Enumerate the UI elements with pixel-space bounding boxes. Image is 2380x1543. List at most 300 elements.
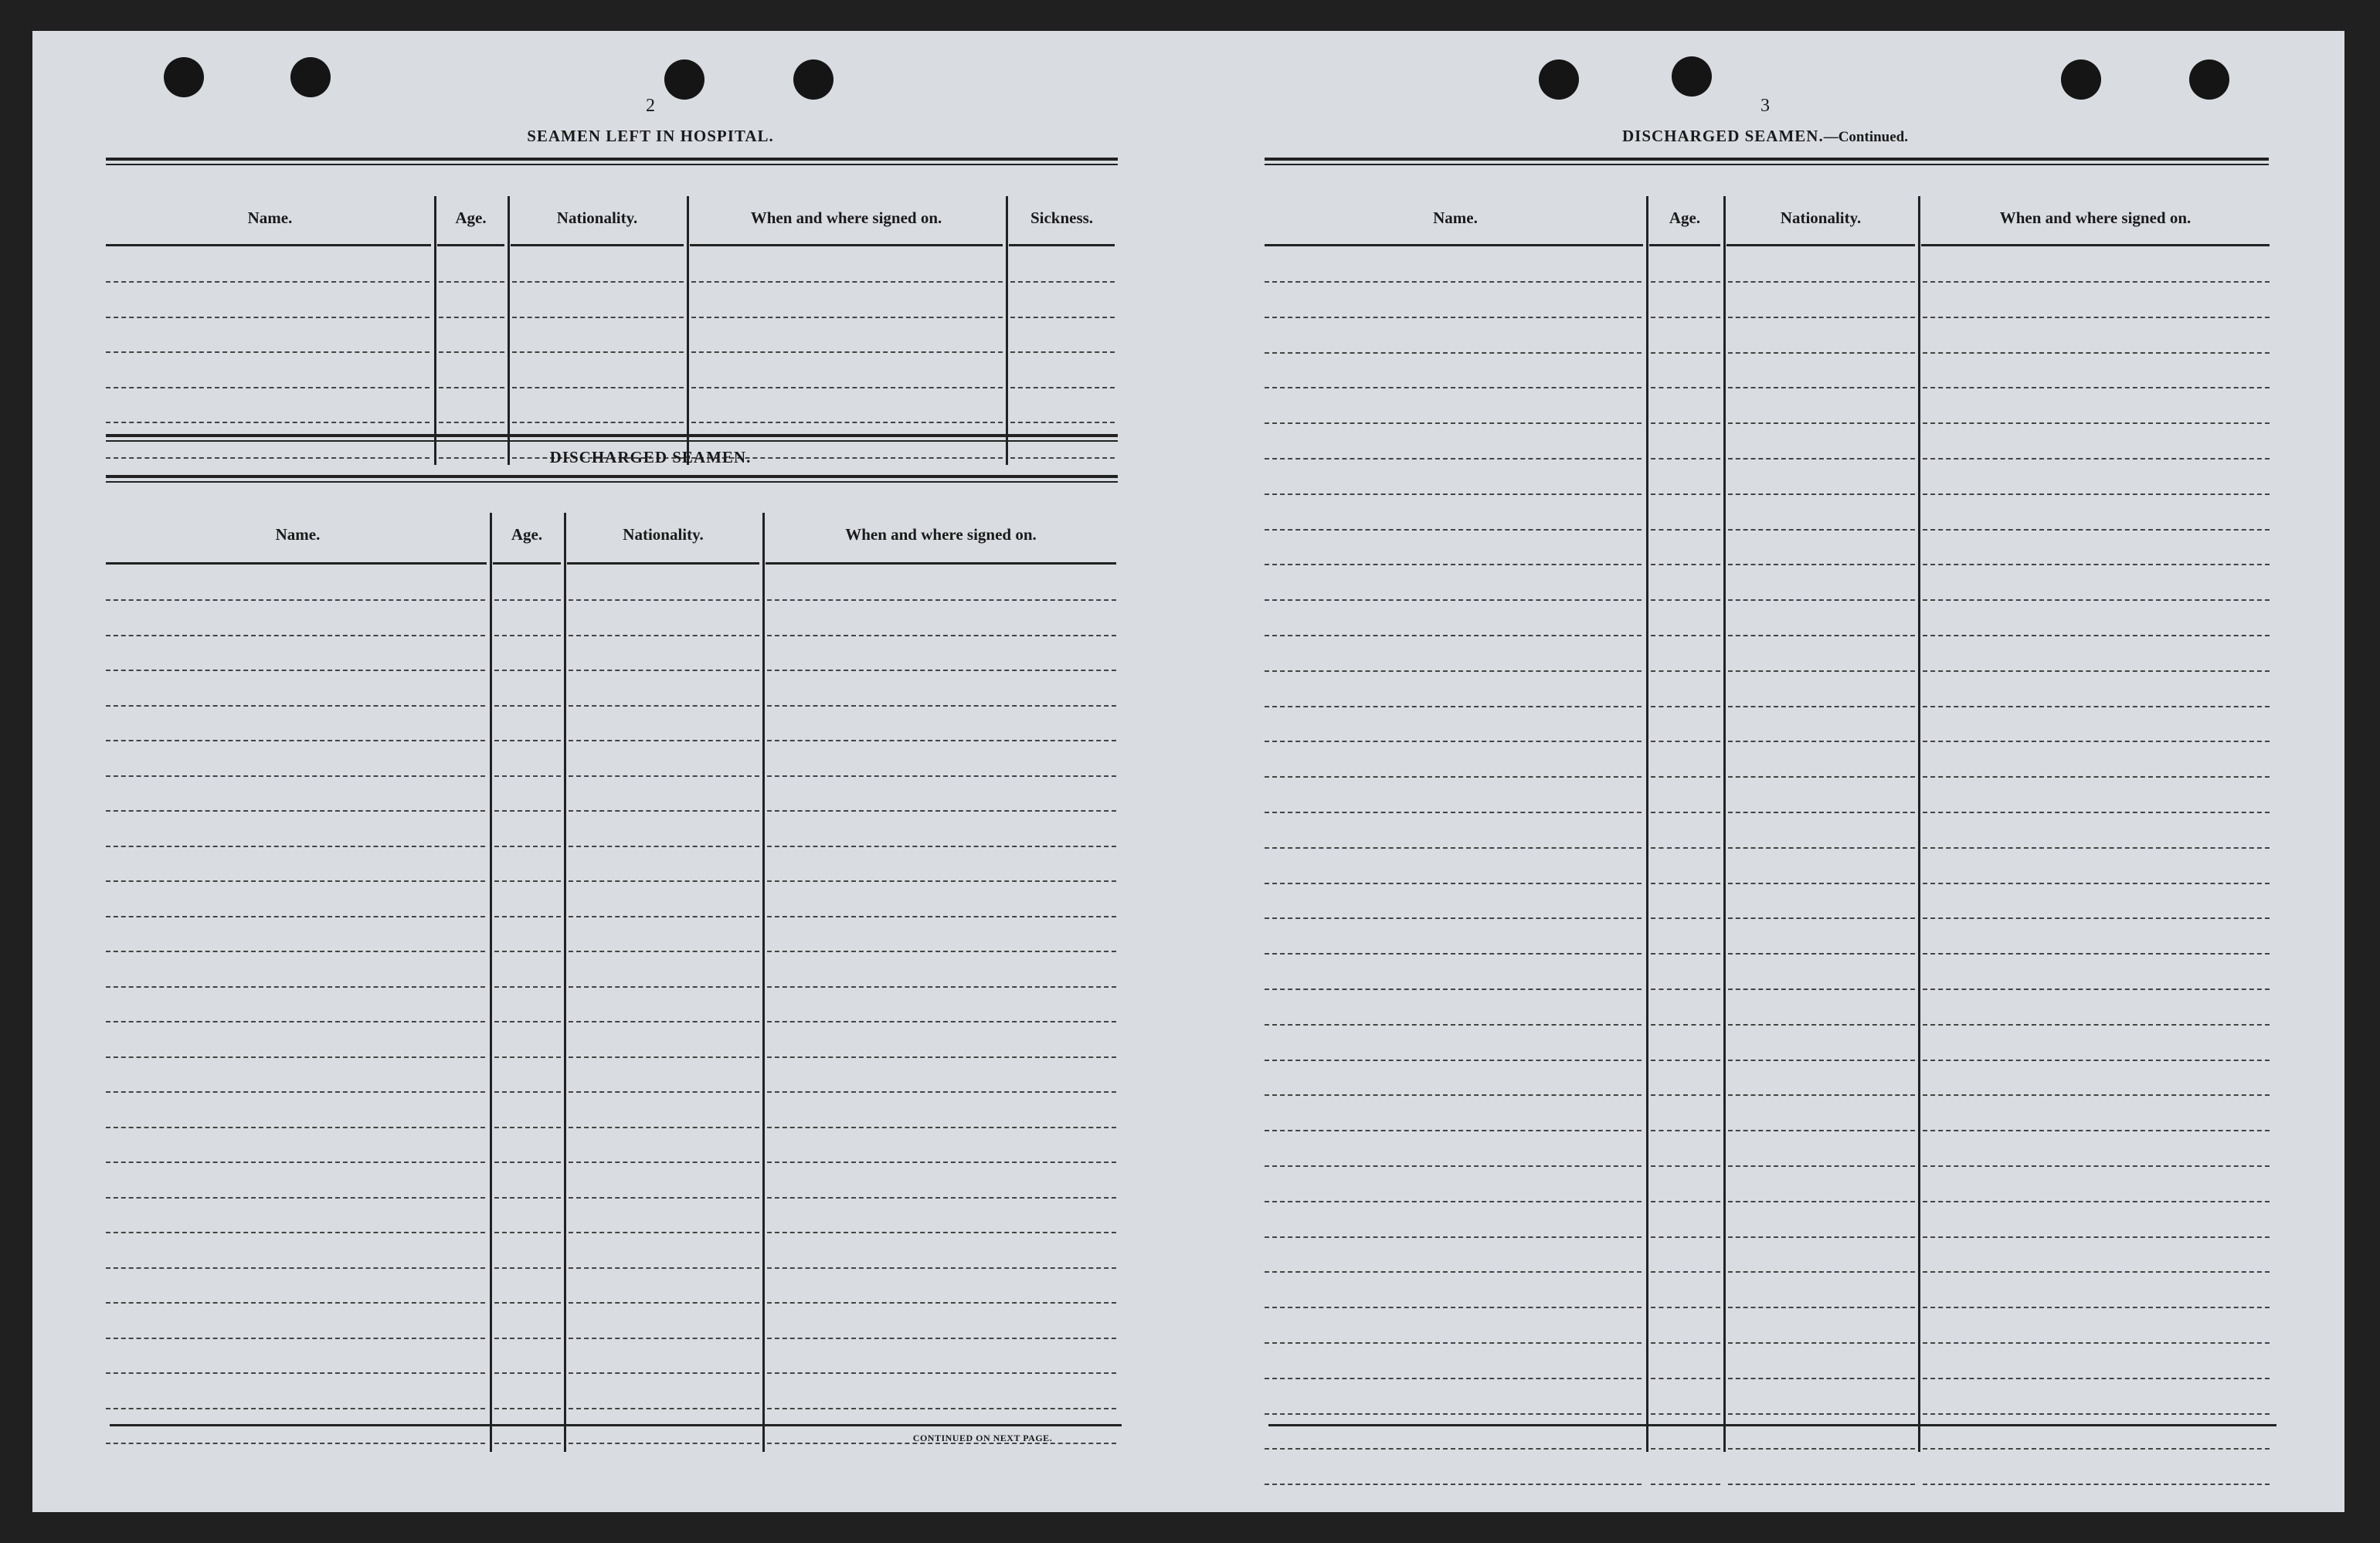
entry-line[interactable] <box>1728 1448 1915 1450</box>
entry-line[interactable] <box>1010 387 1115 388</box>
entry-line[interactable] <box>569 599 759 601</box>
entry-line[interactable] <box>494 1021 561 1022</box>
entry-line[interactable] <box>767 1056 1116 1058</box>
entry-line[interactable] <box>494 1091 561 1093</box>
column-header-name: Name. <box>275 525 321 544</box>
entry-line[interactable] <box>1265 812 1642 813</box>
entry-line[interactable] <box>569 1372 759 1374</box>
entry-line[interactable] <box>1265 1342 1642 1344</box>
entry-line[interactable] <box>569 916 759 917</box>
entry-line[interactable] <box>1265 670 1642 672</box>
entry-line[interactable] <box>569 1021 759 1022</box>
hospital-section-title: SEAMEN LEFT IN HOSPITAL. <box>527 127 774 145</box>
entry-line[interactable] <box>1728 1236 1915 1238</box>
entry-line[interactable] <box>1728 1342 1915 1344</box>
entry-line[interactable] <box>1923 529 2270 531</box>
entry-line[interactable] <box>1728 1271 1915 1273</box>
entry-line[interactable] <box>1651 812 1720 813</box>
entry-line[interactable] <box>494 880 561 882</box>
entry-line[interactable] <box>1265 1201 1642 1202</box>
entry-line[interactable] <box>1728 529 1915 531</box>
entry-line[interactable] <box>494 1443 561 1444</box>
entry-line[interactable] <box>494 916 561 917</box>
entry-line[interactable] <box>1923 422 2270 424</box>
entry-line[interactable] <box>106 1338 485 1339</box>
entry-line[interactable] <box>1651 352 1720 354</box>
entry-line[interactable] <box>767 1197 1116 1199</box>
entry-line[interactable] <box>1651 1060 1720 1061</box>
entry-line[interactable] <box>1728 1130 1915 1131</box>
entry-line[interactable] <box>1265 847 1642 849</box>
entry-line[interactable] <box>512 422 684 423</box>
entry-line[interactable] <box>1923 1024 2270 1026</box>
entry-line[interactable] <box>691 351 1003 353</box>
entry-line[interactable] <box>1651 1484 1720 1485</box>
entry-line[interactable] <box>439 281 504 283</box>
entry-line[interactable] <box>767 635 1116 636</box>
entry-line[interactable] <box>1651 458 1720 460</box>
entry-line[interactable] <box>1728 635 1915 636</box>
entry-line[interactable] <box>1728 422 1915 424</box>
column-header-nationality: Nationality. <box>1780 209 1862 227</box>
entry-line[interactable] <box>106 880 485 882</box>
entry-line[interactable] <box>494 1197 561 1199</box>
entry-line[interactable] <box>1728 741 1915 742</box>
entry-line[interactable] <box>512 317 684 318</box>
entry-line[interactable] <box>1651 1307 1720 1308</box>
hospital-top-rule <box>106 158 1118 165</box>
discharged-table-left <box>106 494 1119 1453</box>
entry-line[interactable] <box>1923 1378 2270 1379</box>
entry-line[interactable] <box>1265 1236 1642 1238</box>
entry-line[interactable] <box>1728 706 1915 707</box>
entry-line[interactable] <box>106 1127 485 1128</box>
entry-line[interactable] <box>106 422 429 423</box>
entry-line[interactable] <box>1651 953 1720 955</box>
entry-line[interactable] <box>1265 917 1642 919</box>
entry-line[interactable] <box>1265 883 1642 884</box>
entry-line[interactable] <box>1651 1413 1720 1415</box>
entry-line[interactable] <box>1923 776 2270 778</box>
entry-line[interactable] <box>494 1232 561 1233</box>
entry-line[interactable] <box>1265 422 1642 424</box>
entry-line[interactable] <box>512 351 684 353</box>
entry-line[interactable] <box>569 1091 759 1093</box>
entry-line[interactable] <box>1923 1342 2270 1344</box>
entry-line[interactable] <box>569 1232 759 1233</box>
entry-line[interactable] <box>767 1372 1116 1374</box>
entry-line[interactable] <box>1728 812 1915 813</box>
entry-line[interactable] <box>1923 670 2270 672</box>
entry-line[interactable] <box>1923 812 2270 813</box>
entry-line[interactable] <box>1265 1448 1642 1450</box>
entry-line[interactable] <box>106 775 485 777</box>
entry-line[interactable] <box>1923 847 2270 849</box>
entry-line[interactable] <box>1923 564 2270 565</box>
entry-line[interactable] <box>1651 1130 1720 1131</box>
entry-line[interactable] <box>569 810 759 812</box>
entry-line[interactable] <box>1923 458 2270 460</box>
entry-line[interactable] <box>1728 1484 1915 1485</box>
entry-line[interactable] <box>1728 847 1915 849</box>
column-header-nationality: Nationality. <box>623 525 704 544</box>
entry-line[interactable] <box>767 810 1116 812</box>
entry-line[interactable] <box>569 1408 759 1409</box>
entry-line[interactable] <box>1728 776 1915 778</box>
entry-line[interactable] <box>1265 1060 1642 1061</box>
entry-line[interactable] <box>1265 1165 1642 1167</box>
entry-line[interactable] <box>569 1056 759 1058</box>
entry-line[interactable] <box>1265 1413 1642 1415</box>
entry-line[interactable] <box>494 1338 561 1339</box>
entry-line[interactable] <box>1728 1378 1915 1379</box>
entry-line[interactable] <box>569 986 759 988</box>
entry-line[interactable] <box>691 387 1003 388</box>
entry-line[interactable] <box>1923 953 2270 955</box>
entry-line[interactable] <box>1265 1484 1642 1485</box>
entry-line[interactable] <box>569 670 759 671</box>
entry-line[interactable] <box>1651 706 1720 707</box>
entry-line[interactable] <box>1923 1236 2270 1238</box>
entry-line[interactable] <box>767 986 1116 988</box>
entry-line[interactable] <box>1728 989 1915 990</box>
entry-line[interactable] <box>1651 387 1720 388</box>
column-divider <box>490 513 492 1452</box>
entry-line[interactable] <box>106 599 485 601</box>
entry-line[interactable] <box>1728 281 1915 283</box>
entry-line[interactable] <box>569 635 759 636</box>
entry-line[interactable] <box>1728 387 1915 388</box>
entry-line[interactable] <box>1923 741 2270 742</box>
entry-line[interactable] <box>494 670 561 671</box>
entry-line[interactable] <box>494 1056 561 1058</box>
entry-line[interactable] <box>1923 1165 2270 1167</box>
entry-line[interactable] <box>1728 917 1915 919</box>
column-header-age: Age. <box>1669 209 1701 227</box>
entry-line[interactable] <box>1728 1201 1915 1202</box>
entry-line[interactable] <box>569 846 759 847</box>
entry-line[interactable] <box>569 1443 759 1444</box>
entry-line[interactable] <box>767 705 1116 707</box>
entry-line[interactable] <box>106 1232 485 1233</box>
entry-line[interactable] <box>767 1338 1116 1339</box>
column-header-age: Age. <box>455 209 487 227</box>
entry-line[interactable] <box>767 846 1116 847</box>
right-section-title-suffix: —Continued. <box>1823 129 1908 145</box>
entry-line[interactable] <box>1265 599 1642 601</box>
entry-line[interactable] <box>1010 317 1115 318</box>
entry-line[interactable] <box>767 1408 1116 1409</box>
entry-line[interactable] <box>1651 741 1720 742</box>
entry-line[interactable] <box>569 1338 759 1339</box>
entry-line[interactable] <box>1265 281 1642 283</box>
entry-line[interactable] <box>494 1372 561 1374</box>
entry-line[interactable] <box>494 705 561 707</box>
entry-line[interactable] <box>106 1021 485 1022</box>
entry-line[interactable] <box>1651 670 1720 672</box>
entry-line[interactable] <box>1728 1094 1915 1096</box>
column-divider <box>1646 196 1648 1452</box>
entry-line[interactable] <box>494 775 561 777</box>
entry-line[interactable] <box>106 1056 485 1058</box>
entry-line[interactable] <box>494 810 561 812</box>
entry-line[interactable] <box>439 422 504 423</box>
entry-line[interactable] <box>494 1302 561 1304</box>
entry-line[interactable] <box>1265 1307 1642 1308</box>
entry-line[interactable] <box>1923 317 2270 318</box>
entry-line[interactable] <box>1265 458 1642 460</box>
entry-line[interactable] <box>1923 1413 2270 1415</box>
entry-line[interactable] <box>767 916 1116 917</box>
entry-line[interactable] <box>1923 1130 2270 1131</box>
entry-line[interactable] <box>106 1267 485 1269</box>
entry-line[interactable] <box>1728 1307 1915 1308</box>
entry-line[interactable] <box>1651 635 1720 636</box>
entry-line[interactable] <box>1651 493 1720 495</box>
entry-line[interactable] <box>494 1127 561 1128</box>
entry-line[interactable] <box>494 951 561 952</box>
left-page-bottom-rule <box>110 1424 1122 1426</box>
entry-line[interactable] <box>106 317 429 318</box>
entry-line[interactable] <box>1265 1378 1642 1379</box>
entry-line[interactable] <box>1265 776 1642 778</box>
entry-line[interactable] <box>1923 599 2270 601</box>
header-underline <box>690 244 1003 246</box>
entry-line[interactable] <box>1651 1165 1720 1167</box>
column-divider <box>1006 196 1008 465</box>
entry-line[interactable] <box>1651 1448 1720 1450</box>
entry-line[interactable] <box>1923 1060 2270 1061</box>
entry-line[interactable] <box>106 1408 485 1409</box>
entry-line[interactable] <box>106 1091 485 1093</box>
entry-line[interactable] <box>1923 989 2270 990</box>
entry-line[interactable] <box>691 281 1003 283</box>
entry-line[interactable] <box>106 351 429 353</box>
entry-line[interactable] <box>1728 493 1915 495</box>
entry-line[interactable] <box>767 1021 1116 1022</box>
entry-line[interactable] <box>1010 422 1115 423</box>
entry-line[interactable] <box>1651 599 1720 601</box>
entry-line[interactable] <box>494 986 561 988</box>
entry-line[interactable] <box>1728 1165 1915 1167</box>
entry-line[interactable] <box>106 951 485 952</box>
binder-hole <box>164 57 204 97</box>
entry-line[interactable] <box>1923 1201 2270 1202</box>
entry-line[interactable] <box>494 635 561 636</box>
entry-line[interactable] <box>1923 493 2270 495</box>
entry-line[interactable] <box>767 1302 1116 1304</box>
entry-line[interactable] <box>569 740 759 741</box>
right-section-title <box>1456 127 2074 146</box>
entry-line[interactable] <box>691 317 1003 318</box>
entry-line[interactable] <box>1265 529 1642 531</box>
right-section-title-main: DISCHARGED SEAMEN. <box>1622 127 1824 145</box>
entry-line[interactable] <box>1651 1094 1720 1096</box>
entry-line[interactable] <box>767 670 1116 671</box>
entry-line[interactable] <box>1651 1271 1720 1273</box>
entry-line[interactable] <box>1265 493 1642 495</box>
entry-line[interactable] <box>1923 706 2270 707</box>
entry-line[interactable] <box>767 1232 1116 1233</box>
entry-line[interactable] <box>106 635 485 636</box>
entry-line[interactable] <box>1728 1060 1915 1061</box>
entry-line[interactable] <box>106 1302 485 1304</box>
entry-line[interactable] <box>106 1197 485 1199</box>
entry-line[interactable] <box>767 1127 1116 1128</box>
entry-line[interactable] <box>1651 883 1720 884</box>
entry-line[interactable] <box>1923 1448 2270 1450</box>
entry-line[interactable] <box>767 599 1116 601</box>
entry-line[interactable] <box>1651 847 1720 849</box>
entry-line[interactable] <box>1728 564 1915 565</box>
entry-line[interactable] <box>1728 317 1915 318</box>
header-underline <box>106 244 431 246</box>
entry-line[interactable] <box>1010 351 1115 353</box>
binder-hole <box>1539 59 1579 100</box>
entry-line[interactable] <box>569 775 759 777</box>
entry-line[interactable] <box>1728 953 1915 955</box>
entry-line[interactable] <box>1265 387 1642 388</box>
entry-line[interactable] <box>106 670 485 671</box>
binder-hole <box>793 59 834 100</box>
entry-line[interactable] <box>767 740 1116 741</box>
entry-line[interactable] <box>1265 989 1642 990</box>
entry-line[interactable] <box>1651 422 1720 424</box>
entry-line[interactable] <box>106 740 485 741</box>
entry-line[interactable] <box>1265 1130 1642 1131</box>
entry-line[interactable] <box>106 281 429 283</box>
right-page-number: 3 <box>1760 96 1770 116</box>
entry-line[interactable] <box>569 705 759 707</box>
entry-line[interactable] <box>1923 281 2270 283</box>
entry-line[interactable] <box>1923 883 2270 884</box>
entry-line[interactable] <box>1651 281 1720 283</box>
header-underline <box>766 562 1116 565</box>
column-header-sickness: Sickness. <box>1030 209 1094 227</box>
entry-line[interactable] <box>106 846 485 847</box>
entry-line[interactable] <box>106 810 485 812</box>
entry-line[interactable] <box>439 387 504 388</box>
entry-line[interactable] <box>1265 635 1642 636</box>
entry-line[interactable] <box>767 1267 1116 1269</box>
entry-line[interactable] <box>1010 457 1115 459</box>
entry-line[interactable] <box>1651 1236 1720 1238</box>
entry-line[interactable] <box>767 775 1116 777</box>
entry-line[interactable] <box>1728 599 1915 601</box>
entry-line[interactable] <box>569 880 759 882</box>
entry-line[interactable] <box>569 1127 759 1128</box>
entry-line[interactable] <box>1265 1271 1642 1273</box>
entry-line[interactable] <box>569 1197 759 1199</box>
entry-line[interactable] <box>1923 387 2270 388</box>
entry-line[interactable] <box>1265 564 1642 565</box>
entry-line[interactable] <box>1923 1484 2270 1485</box>
entry-line[interactable] <box>106 1372 485 1374</box>
entry-line[interactable] <box>1923 917 2270 919</box>
entry-line[interactable] <box>569 951 759 952</box>
header-underline <box>567 562 759 565</box>
entry-line[interactable] <box>1728 352 1915 354</box>
entry-line[interactable] <box>1728 1413 1915 1415</box>
entry-line[interactable] <box>106 1443 485 1444</box>
entry-line[interactable] <box>1651 1378 1720 1379</box>
entry-line[interactable] <box>106 986 485 988</box>
entry-line[interactable] <box>569 1267 759 1269</box>
entry-line[interactable] <box>1265 352 1642 354</box>
entry-line[interactable] <box>494 1408 561 1409</box>
entry-line[interactable] <box>512 387 684 388</box>
entry-line[interactable] <box>106 705 485 707</box>
header-underline <box>106 562 487 565</box>
entry-line[interactable] <box>1265 741 1642 742</box>
discharged-top-rule <box>106 475 1118 483</box>
entry-line[interactable] <box>1651 564 1720 565</box>
entry-line[interactable] <box>494 599 561 601</box>
entry-line[interactable] <box>1728 883 1915 884</box>
entry-line[interactable] <box>767 951 1116 952</box>
entry-line[interactable] <box>691 422 1003 423</box>
entry-line[interactable] <box>1923 1094 2270 1096</box>
right-page-bottom-rule <box>1268 1424 2276 1426</box>
entry-line[interactable] <box>106 1161 485 1163</box>
binder-hole <box>1672 56 1712 97</box>
column-header-when-and-where-signed-on: When and where signed on. <box>1999 209 2192 227</box>
entry-line[interactable] <box>1923 1271 2270 1273</box>
entry-line[interactable] <box>1923 1307 2270 1308</box>
entry-line[interactable] <box>494 740 561 741</box>
entry-line[interactable] <box>1923 635 2270 636</box>
entry-line[interactable] <box>1728 670 1915 672</box>
entry-line[interactable] <box>569 1302 759 1304</box>
entry-line[interactable] <box>1651 776 1720 778</box>
entry-line[interactable] <box>1728 458 1915 460</box>
entry-line[interactable] <box>1651 1342 1720 1344</box>
entry-line[interactable] <box>767 1161 1116 1163</box>
entry-line[interactable] <box>1923 352 2270 354</box>
entry-line[interactable] <box>494 846 561 847</box>
entry-line[interactable] <box>106 916 485 917</box>
column-divider <box>1918 196 1920 1452</box>
entry-line[interactable] <box>569 1161 759 1163</box>
entry-line[interactable] <box>106 387 429 388</box>
entry-line[interactable] <box>1651 317 1720 318</box>
continued-note: CONTINUED ON NEXT PAGE. <box>912 1433 1053 1443</box>
entry-line[interactable] <box>1728 1024 1915 1026</box>
column-header-age: Age. <box>511 525 543 544</box>
entry-line[interactable] <box>1010 281 1115 283</box>
entry-line[interactable] <box>1265 953 1642 955</box>
column-divider <box>434 196 436 465</box>
entry-line[interactable] <box>1265 706 1642 707</box>
entry-line[interactable] <box>1265 317 1642 318</box>
entry-line[interactable] <box>767 880 1116 882</box>
entry-line[interactable] <box>494 1267 561 1269</box>
entry-line[interactable] <box>1651 529 1720 531</box>
entry-line[interactable] <box>439 351 504 353</box>
entry-line[interactable] <box>1651 917 1720 919</box>
entry-line[interactable] <box>767 1091 1116 1093</box>
entry-line[interactable] <box>1651 1024 1720 1026</box>
entry-line[interactable] <box>494 1161 561 1163</box>
entry-line[interactable] <box>1265 1094 1642 1096</box>
entry-line[interactable] <box>1651 989 1720 990</box>
header-underline <box>511 244 684 246</box>
entry-line[interactable] <box>1265 1024 1642 1026</box>
entry-line[interactable] <box>439 317 504 318</box>
column-header-nationality: Nationality. <box>556 209 638 227</box>
entry-line[interactable] <box>512 281 684 283</box>
entry-line[interactable] <box>1651 1201 1720 1202</box>
